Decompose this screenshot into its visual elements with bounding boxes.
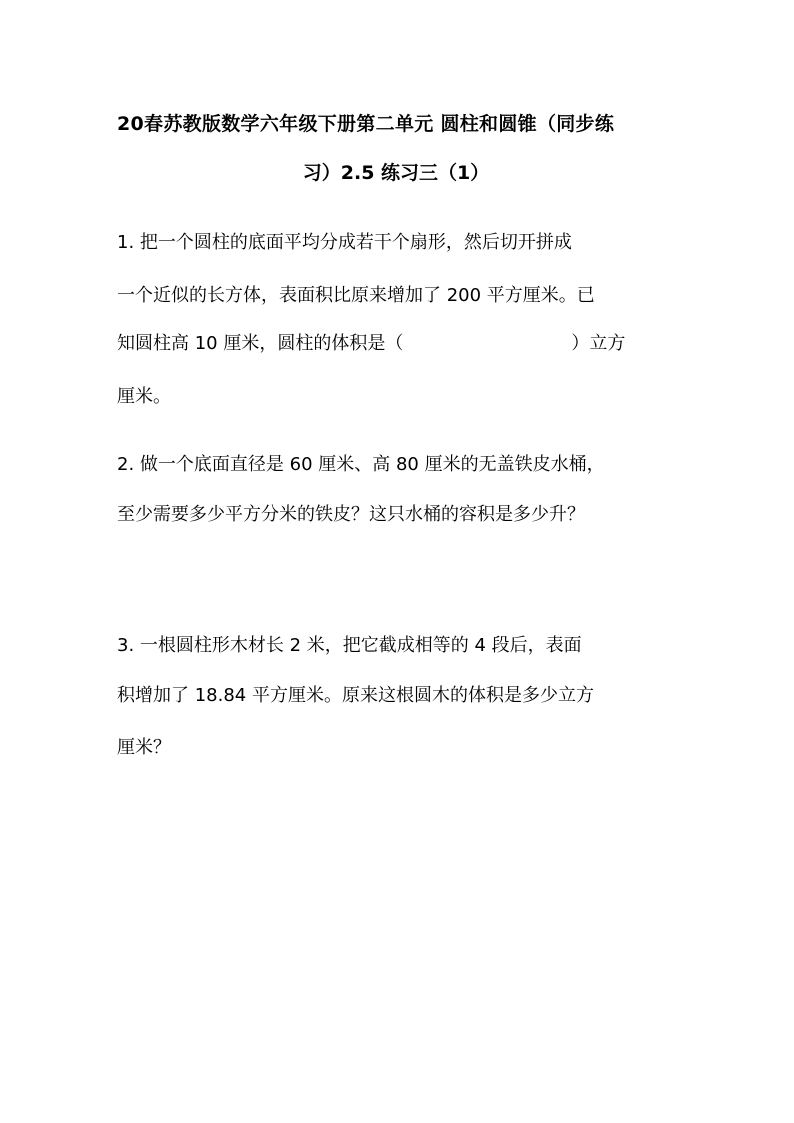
question-3-line-3: 厘米？: [117, 737, 171, 758]
question-1-line-4: 厘米。: [117, 386, 171, 407]
question-2-line-2: 至少需要多少平方分米的铁皮？这只水桶的容积是多少升？: [117, 504, 585, 525]
question-2-line-1: 2. 做一个底面直径是 60 厘米、高 80 厘米的无盖铁皮水桶，: [117, 454, 605, 475]
worksheet-title-line-2: 习）2.5 练习三（1）: [302, 162, 490, 184]
question-1-line-3-before-blank: 知圆柱高 10 厘米，圆柱的体积是（: [117, 333, 404, 354]
question-3-line-1: 3. 一根圆柱形木材长 2 米，把它截成相等的 4 段后，表面: [117, 635, 582, 656]
question-1-line-1: 1. 把一个圆柱的底面平均分成若干个扇形，然后切开拼成: [117, 232, 572, 253]
question-1-line-2: 一个近似的长方体，表面积比原来增加了 200 平方厘米。已: [117, 285, 595, 306]
question-3-line-2: 积增加了 18.84 平方厘米。原来这根圆木的体积是多少立方: [117, 685, 594, 706]
question-1-line-3-after-blank: ）立方: [571, 333, 626, 354]
worksheet-title-line-1: 20春苏教版数学六年级下册第二单元 圆柱和圆锥（同步练: [117, 113, 615, 135]
question-1-line-3: [117, 332, 677, 356]
